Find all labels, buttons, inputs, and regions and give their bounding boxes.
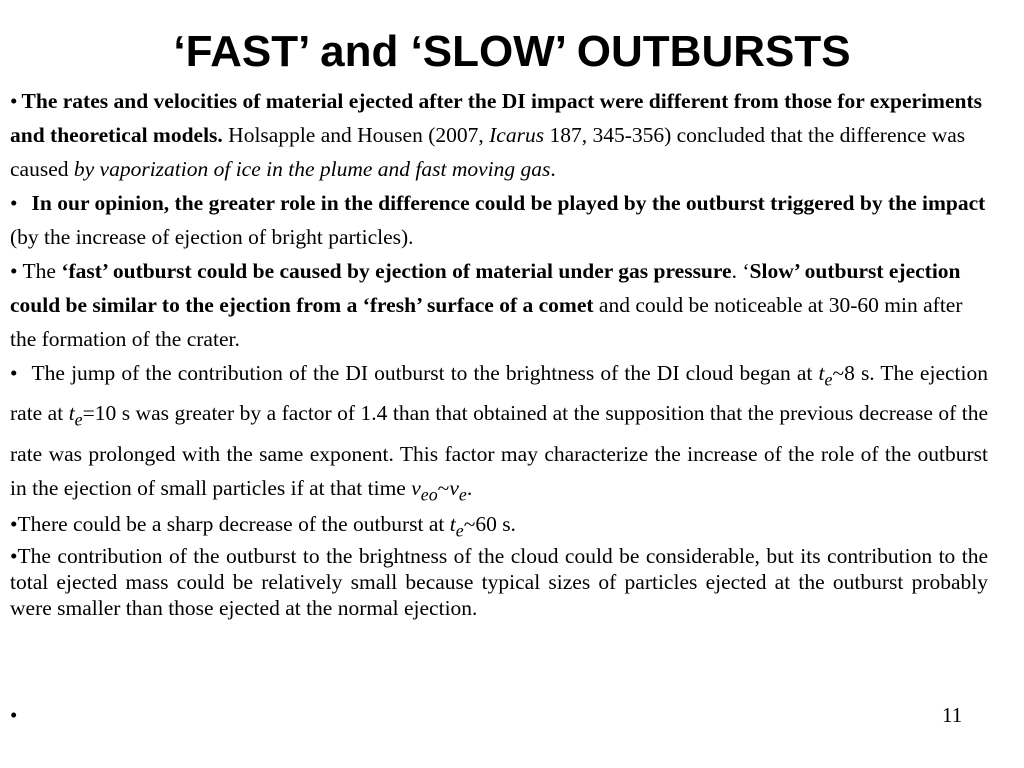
empty-bullet: • [10,703,18,727]
subscript-eo: eo [420,483,438,504]
bullet-glyph: • [10,89,18,113]
paragraph-5 [10,511,988,543]
subscript-e: e [74,409,83,430]
paragraph-3 [10,254,988,356]
p5-text-0: There could be a sharp decrease of the outburst at [17,511,450,536]
p1-text-3: . [550,157,556,181]
symbol-t: t [68,401,75,426]
p2-bold: In our opinion, the greater role in the difference could be played by the outburst triggered by the impact [31,191,986,215]
paragraph-2 [10,186,988,254]
bullet-glyph: • [10,511,18,536]
symbol-t: t [818,361,825,385]
p1-text-1: Holsapple and Housen (2007, [222,123,490,147]
p2-text-1: (by the increase of ejection of bright particles). [10,225,414,249]
p1-journal: Icarus [489,123,545,147]
symbol-v: v [411,475,421,500]
paragraph-6 [10,543,988,621]
bullet-glyph: • [10,544,18,569]
slide-body [10,84,988,621]
subscript-e: e [824,369,833,390]
paragraph-4 [10,356,988,511]
p3-bold-1: ‘fast’ outburst could be caused by ejection of material under gas pressure [61,259,732,283]
p3-text-2: and could be noticeable at 30-60 min after the formation of the crater. [10,293,963,351]
p3-text-1: . ‘ [731,259,750,283]
p4-text-3: . [466,475,473,500]
page-number: 11 [942,703,963,727]
p1-italic: by vaporization of ice in the plume and fast moving gas [73,157,551,181]
p5-text-1: ~60 s. [463,511,516,536]
bullet-glyph: • [10,361,18,385]
p6-text-0: The contribution of the outburst to the brightness of the cloud could be considerable, but its contribution to the total ejected mass could be relatively small because typical sizes of particles ejected at the outburst probably were smaller than those ejected at the normal ejection. [10,544,988,621]
subscript-e: e [455,520,464,541]
symbol-v: v [449,475,459,500]
slide-title: ‘FAST’ and ‘SLOW’ OUTBURSTS [173,27,851,76]
p1-bold: The rates and velocities of material ejected after the DI impact were different from those for experiments and theoretical models. [10,89,982,147]
bullet-glyph: • [10,259,18,283]
p3-text-0: The [17,259,62,283]
p4-text-1: ~8 s. The ejection rate at [10,361,988,426]
p4-text-0: The jump of the contribution of the DI outburst to the brightness of the DI cloud began at [31,361,819,385]
subscript-e: e [458,483,467,504]
p3-bold-2: Slow’ outburst ejection could be similar to the ejection from a ‘fresh’ surface of a comet [10,259,961,317]
tilde: ~ [437,475,450,500]
p1-text-2: 187, 345-356) concluded that the difference was caused [10,123,966,181]
p4-text-2: =10 s was greater by a factor of 1.4 than that obtained at the supposition that the previous decrease of the rate was prolonged with the same exponent. This factor may characterize the increase of the role of the outburst in the ejection of small particles if at that time [10,401,988,500]
bullet-glyph: • [10,191,18,215]
paragraph-1 [10,84,988,186]
symbol-t: t [449,511,456,536]
